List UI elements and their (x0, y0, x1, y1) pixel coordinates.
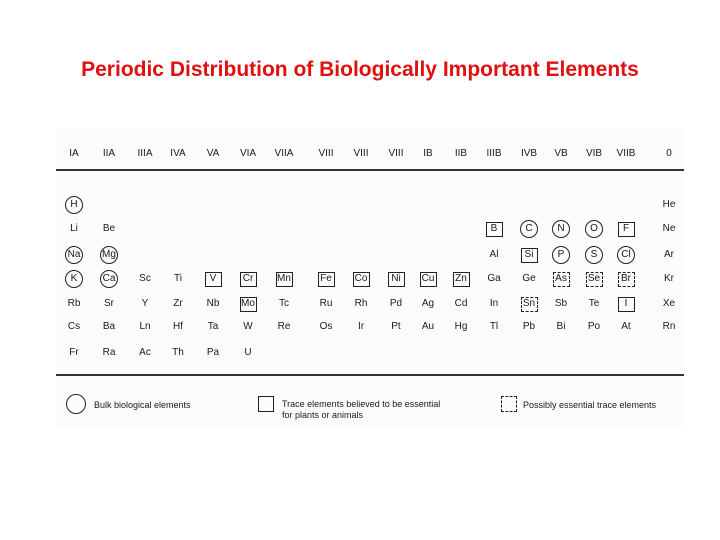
element-ca: Ca (102, 273, 116, 284)
element-ni: Ni (391, 273, 401, 284)
element-po: Po (587, 321, 601, 332)
legend-square-icon (258, 396, 274, 412)
element-os: Os (319, 321, 333, 332)
element-re: Re (277, 321, 291, 332)
element-in: In (489, 298, 499, 309)
element-be: Be (102, 223, 116, 234)
element-hg: Hg (454, 321, 468, 332)
legend-circle-icon (66, 394, 86, 414)
element-pb: Pb (522, 321, 536, 332)
group-label: IA (69, 148, 79, 159)
element-u: U (244, 347, 252, 358)
element-zn: Zn (455, 273, 467, 284)
page-title: Periodic Distribution of Biologically Important Elements (81, 58, 639, 81)
element-cs: Cs (67, 321, 81, 332)
element-sc: Sc (139, 273, 151, 284)
element-p: P (557, 249, 565, 260)
element-cr: Cr (242, 273, 254, 284)
element-zr: Zr (173, 298, 183, 309)
element-fe: Fe (320, 273, 332, 284)
element-sn: Sn (522, 298, 536, 309)
element-mg: Mg (102, 249, 116, 260)
group-label: IIB (454, 148, 468, 159)
element-na: Na (67, 249, 81, 260)
element-rn: Rn (662, 321, 676, 332)
element-li: Li (70, 223, 78, 234)
group-label: VIII (388, 148, 404, 159)
element-pa: Pa (206, 347, 220, 358)
periodic-table-figure (56, 128, 684, 428)
element-as: As (555, 273, 567, 284)
element-ra: Ra (102, 347, 116, 358)
group-label: VB (554, 148, 568, 159)
group-label: IVA (170, 148, 186, 159)
element-te: Te (588, 298, 600, 309)
element-hf: Hf (173, 321, 183, 332)
element-tl: Tl (489, 321, 499, 332)
element-cu: Cu (421, 273, 435, 284)
element-ru: Ru (319, 298, 333, 309)
element-pd: Pd (389, 298, 403, 309)
group-label: IIIB (486, 148, 502, 159)
element-au: Au (421, 321, 435, 332)
group-label: 0 (666, 148, 672, 159)
element-v: V (209, 273, 217, 284)
element-sr: Sr (104, 298, 114, 309)
header-rule (56, 169, 684, 171)
element-pt: Pt (391, 321, 401, 332)
element-mo: Mo (241, 298, 255, 309)
element-ti: Ti (174, 273, 182, 284)
element-rb: Rb (67, 298, 81, 309)
element-al: Al (489, 249, 499, 260)
element-bi: Bi (556, 321, 566, 332)
legend-bulk-label: Bulk biological elements (94, 400, 191, 410)
element-i: I (624, 298, 628, 309)
group-label: VIIB (616, 148, 636, 159)
element-n: N (557, 223, 565, 234)
element-cl: Cl (621, 249, 631, 260)
element-ne: Ne (662, 223, 676, 234)
group-label: IB (423, 148, 433, 159)
element-he: He (662, 199, 676, 210)
group-label: IVB (520, 148, 538, 159)
element-ta: Ta (207, 321, 219, 332)
element-c: C (525, 223, 533, 234)
element-w: W (243, 321, 253, 332)
element-mn: Mn (277, 273, 291, 284)
element-fr: Fr (69, 347, 79, 358)
element-h: H (70, 199, 78, 210)
group-label: VIA (239, 148, 257, 159)
element-th: Th (172, 347, 184, 358)
element-at: At (621, 321, 631, 332)
element-co: Co (354, 273, 368, 284)
group-label: VA (206, 148, 220, 159)
element-ar: Ar (664, 249, 674, 260)
legend-dashed-square-icon (501, 396, 517, 412)
element-s: S (590, 249, 598, 260)
group-label: VIII (353, 148, 369, 159)
element-y: Y (141, 298, 149, 309)
element-ga: Ga (487, 273, 501, 284)
element-si: Si (524, 249, 534, 260)
element-se: Se (587, 273, 601, 284)
group-label: VIIA (274, 148, 294, 159)
element-tc: Tc (279, 298, 289, 309)
element-b: B (490, 223, 498, 234)
element-ln: Ln (139, 321, 151, 332)
element-ac: Ac (139, 347, 151, 358)
legend-trace-label-2: for plants or animals (282, 410, 364, 420)
element-kr: Kr (664, 273, 674, 284)
element-ag: Ag (421, 298, 435, 309)
element-o: O (590, 223, 598, 234)
legend-trace-label: Trace elements believed to be essential (282, 399, 441, 409)
group-label: IIA (102, 148, 116, 159)
element-k: K (70, 273, 78, 284)
element-ba: Ba (102, 321, 116, 332)
legend-possible-label: Possibly essential trace elements (523, 400, 657, 410)
footer-rule (56, 374, 684, 376)
group-label: VIII (318, 148, 334, 159)
element-rh: Rh (354, 298, 368, 309)
element-f: F (622, 223, 630, 234)
element-sb: Sb (554, 298, 568, 309)
element-ge: Ge (522, 273, 536, 284)
element-cd: Cd (454, 298, 468, 309)
element-ir: Ir (357, 321, 365, 332)
group-label: IIIA (137, 148, 153, 159)
group-label: VIB (585, 148, 603, 159)
element-nb: Nb (206, 298, 220, 309)
element-br: Br (621, 273, 631, 284)
element-xe: Xe (662, 298, 676, 309)
